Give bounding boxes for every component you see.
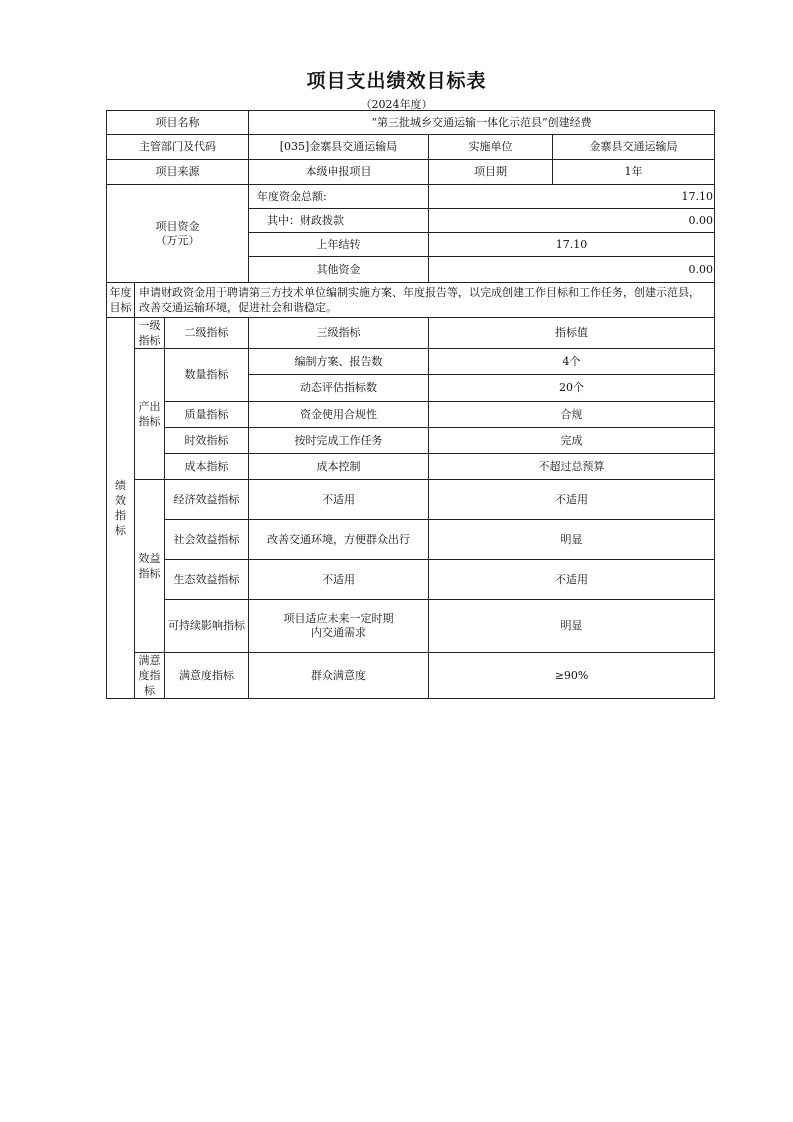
economic-value: 不适用: [429, 480, 715, 520]
goal-label-line1: 年度: [109, 286, 132, 299]
time-label: 时效指标: [165, 428, 249, 454]
header-level1-line2: 指标: [138, 334, 161, 347]
perf-label-char: 绩: [115, 479, 126, 492]
impl-label: 实施单位: [429, 135, 553, 160]
benefit-label-line2: 指标: [138, 567, 161, 580]
cost-name: 成本控制: [249, 454, 429, 480]
perf-label-char: 标: [115, 524, 126, 537]
performance-table: [106, 110, 715, 699]
funds-total-value: 17.10: [429, 185, 715, 209]
funds-fiscal-value: 0.00: [429, 209, 715, 233]
social-label: 社会效益指标: [165, 520, 249, 560]
satisfaction-label: [135, 653, 165, 699]
row-economic: [107, 480, 715, 520]
perf-label-char: 指: [115, 509, 126, 522]
row-funds-total: [107, 185, 715, 209]
eco-label: 生态效益指标: [165, 560, 249, 600]
economic-label: 经济效益指标: [165, 480, 249, 520]
header-level1-line1: 一级: [138, 319, 161, 332]
q2-value: 20个: [429, 375, 715, 402]
time-value: 完成: [429, 428, 715, 454]
funds-label-line1: 项目资金: [155, 219, 200, 233]
perf-label-char: 效: [115, 494, 126, 507]
row-department: [107, 135, 715, 160]
funds-other-value: 0.00: [429, 257, 715, 283]
satisfaction-name: 群众满意度: [249, 653, 429, 699]
funds-carryover-value: 17.10: [429, 233, 715, 257]
social-value: 明显: [429, 520, 715, 560]
sustain-name: [249, 600, 429, 653]
benefit-label-line1: 效益: [138, 552, 161, 565]
sustain-name-line2: 内交通需求: [311, 626, 367, 639]
eco-name: 不适用: [249, 560, 429, 600]
funds-label: [107, 185, 249, 283]
row-time: [107, 428, 715, 454]
header-level3: 三级指标: [249, 318, 429, 349]
cost-value: 不超过总预算: [429, 454, 715, 480]
time-name: 按时完成工作任务: [249, 428, 429, 454]
project-name: “第三批城乡交通运输一体化示范县”创建经费: [249, 111, 715, 135]
dept-label: 主管部门及代码: [107, 135, 249, 160]
funds-other-label: 其他资金: [249, 257, 429, 283]
cost-label: 成本指标: [165, 454, 249, 480]
project-name-label: 项目名称: [107, 111, 249, 135]
q1-value: 4个: [429, 349, 715, 375]
source-label: 项目来源: [107, 160, 249, 185]
row-satisfaction: [107, 653, 715, 699]
output-label-line2: 指标: [138, 415, 161, 428]
row-project-name: [107, 111, 715, 135]
quantity-label: 数量指标: [165, 349, 249, 402]
goal-label: [107, 283, 135, 318]
row-quality: [107, 402, 715, 428]
row-ecological: [107, 560, 715, 600]
page-title: 项目支出绩效目标表: [306, 70, 487, 92]
funds-total-label: 年度资金总额:: [249, 185, 429, 209]
row-header: [107, 318, 715, 349]
goal-label-line2: 目标: [109, 301, 132, 314]
row-cost: [107, 454, 715, 480]
funds-fiscal-label: 其中：财政拨款: [249, 209, 429, 233]
satisfaction-sub: 满意度指标: [165, 653, 249, 699]
source-value: 本级申报项目: [249, 160, 429, 185]
row-quantity-1: [107, 349, 715, 375]
eco-value: 不适用: [429, 560, 715, 600]
funds-carryover-label: 上年结转: [249, 233, 429, 257]
quality-name: 资金使用合规性: [249, 402, 429, 428]
header-level1: [135, 318, 165, 349]
quality-value: 合规: [429, 402, 715, 428]
dept-value: [035]金寨县交通运输局: [249, 135, 429, 160]
q1-name: 编制方案、报告数: [249, 349, 429, 375]
period-value: 1年: [553, 160, 715, 185]
goal-text: 申请财政资金用于聘请第三方技术单位编制实施方案、年度报告等，以完成创建工作目标和工作任务，创建示范县，改善交通运输环境，促进社会和谐稳定。: [135, 283, 715, 318]
row-source: [107, 160, 715, 185]
satisfaction-label-line1: 满意: [138, 654, 161, 667]
fiscal-year: （2024年度）: [360, 98, 433, 111]
row-social: [107, 520, 715, 560]
quality-label: 质量指标: [165, 402, 249, 428]
q2-name: 动态评估指标数: [249, 375, 429, 402]
row-annual-goal: [107, 283, 715, 318]
row-sustainable: [107, 600, 715, 653]
output-label: [135, 349, 165, 480]
satisfaction-value: ≥90%: [429, 653, 715, 699]
perf-label: [107, 318, 135, 699]
sustain-name-line1: 项目适应未来一定时期: [283, 612, 394, 625]
funds-label-line2: （万元）: [155, 233, 200, 247]
satisfaction-label-line3: 标: [144, 684, 155, 697]
sustain-value: 明显: [429, 600, 715, 653]
benefit-label: [135, 480, 165, 653]
social-name: 改善交通环境，方便群众出行: [249, 520, 429, 560]
header-level2: 二级指标: [165, 318, 249, 349]
output-label-line1: 产出: [138, 400, 161, 413]
period-label: 项目期: [429, 160, 553, 185]
header-value: 指标值: [429, 318, 715, 349]
satisfaction-label-line2: 度指: [138, 669, 161, 682]
economic-name: 不适用: [249, 480, 429, 520]
sustain-label: 可持续影响指标: [165, 600, 249, 653]
impl-value: 金寨县交通运输局: [553, 135, 715, 160]
